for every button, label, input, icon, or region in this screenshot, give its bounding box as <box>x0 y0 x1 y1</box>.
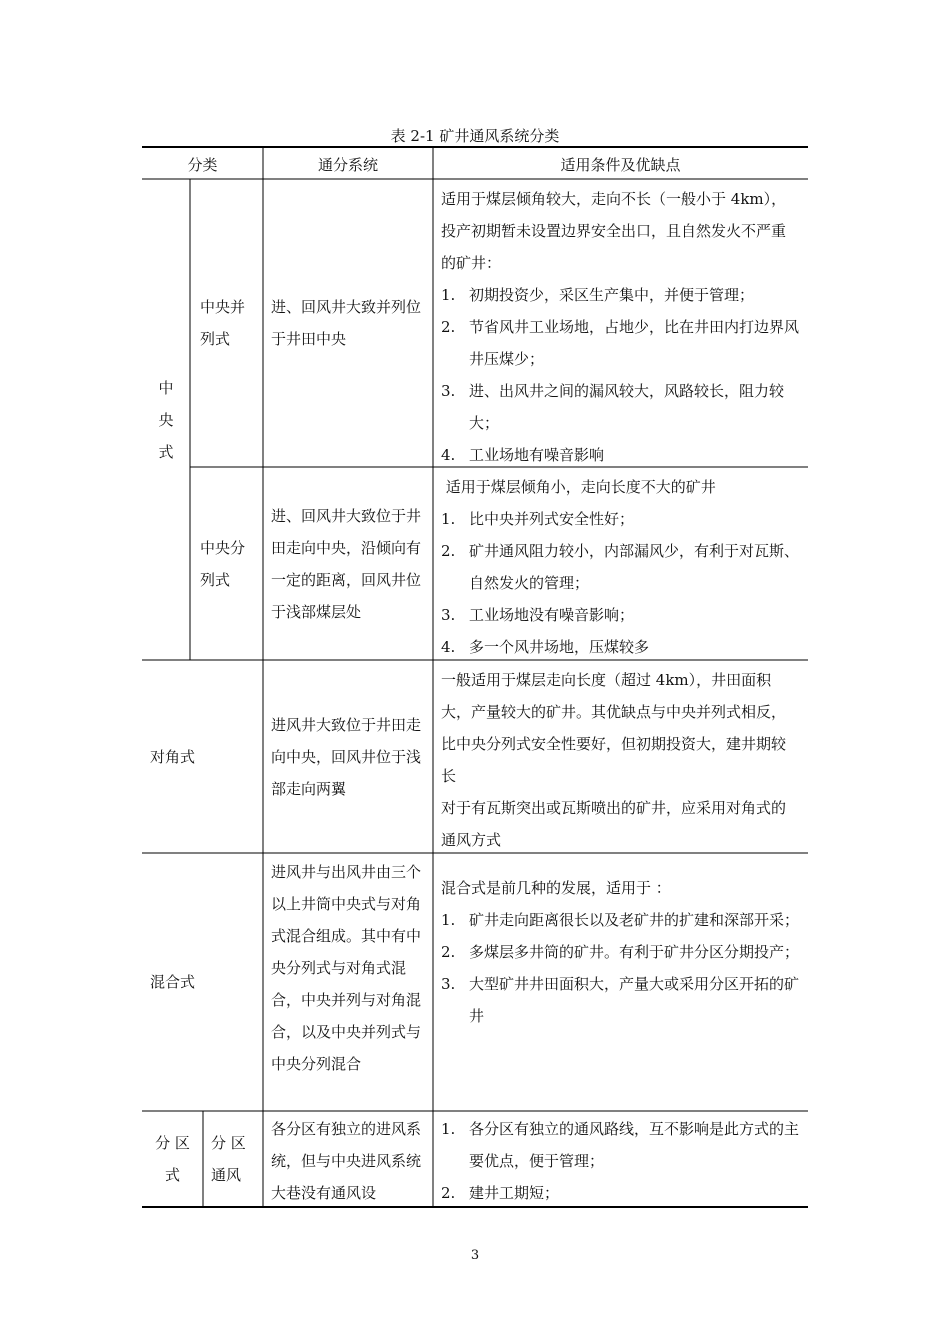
list-item <box>441 631 800 663</box>
row-zoned-name: 分 区 通风 <box>211 1134 246 1184</box>
list-item <box>441 599 800 631</box>
row-split-name-cell <box>190 467 263 660</box>
row-split-system-cell <box>263 467 433 660</box>
group-central-text: 中 央 式 <box>158 378 174 461</box>
list-item <box>441 1177 800 1209</box>
row-zoned-name-cell <box>203 1111 263 1207</box>
row-parallel-name-cell <box>190 179 263 467</box>
item-number: 4. <box>441 638 456 656</box>
row-split-conditions <box>433 471 808 663</box>
item-number: 1. <box>441 911 456 929</box>
row-parallel-name: 中央并 列式 <box>200 298 246 348</box>
list-item <box>441 503 800 535</box>
item-text: 矿井通风阻力较小，内部漏风少，有利于对瓦斯、自然发火的管理； <box>469 542 800 592</box>
item-number: 2. <box>441 943 456 961</box>
item-number: 2. <box>441 1184 456 1202</box>
group-zoned-text: 分 区 式 <box>155 1134 190 1184</box>
item-text: 大型矿井井田面积大，产量大或采用分区开拓的矿井 <box>469 975 800 1025</box>
list-item <box>441 968 800 1032</box>
row-zoned-list <box>441 1113 800 1209</box>
row-zoned-conditions <box>433 1113 808 1209</box>
item-text: 比中央并列式安全性好； <box>469 510 635 528</box>
table-caption: 表 2-1 矿井通风系统分类 <box>390 127 560 145</box>
row-mixed-list <box>441 904 800 1032</box>
list-item <box>441 439 800 471</box>
item-number: 2. <box>441 318 456 336</box>
row-split-intro: 适用于煤层倾角小，走向长度不大的矿井 <box>441 478 716 496</box>
item-number: 2. <box>441 542 456 560</box>
row-mixed-intro: 混合式是前几种的发展，适用于 ： <box>441 879 671 897</box>
row-zoned-system: 各分区有独立的进风系统，但与中央进风系统大巷没有通风设 <box>271 1120 422 1202</box>
list-item <box>441 535 800 599</box>
row-split-name: 中央分 列式 <box>200 538 246 589</box>
page-number: 3 <box>470 1248 480 1263</box>
row-diagonal-name-cell <box>142 660 263 853</box>
item-text: 多煤层多井筒的矿井。有利于矿井分区分期投产； <box>469 943 800 961</box>
row-diagonal-conditions: 一般适用于煤层走向长度（超过 4km），井田面积大，产量较大的矿井。其优缺点与中央并列式相反，比中央分列式安全性要好，但初期投资大，建井期较长 对于有瓦斯突出或瓦斯喷出的矿井，应采用对角式的通风方式 <box>441 671 787 849</box>
item-text: 进、出风井之间的漏风较大，风路较长，阻力较大； <box>469 382 785 432</box>
header-system: 通分系统 <box>317 156 378 174</box>
row-split-system: 进、回风井大致位于井田走向中央，沿倾向有一定的距离，回风井位于浅部煤层处 <box>271 506 422 621</box>
group-central-label <box>142 179 190 660</box>
item-text: 节省风井工业场地，占地少，比在井田内打边界风井压煤少； <box>469 318 800 368</box>
row-parallel-intro: 适用于煤层倾角较大，走向不长（一般小于 4km），投产初期暂未设置边界安全出口，且自然发火不严重的矿井： <box>441 190 787 272</box>
row-diagonal-name: 对角式 <box>150 747 196 766</box>
item-text: 工业场地没有噪音影响； <box>469 606 635 624</box>
item-text: 初期投资少，采区生产集中，并便于管理； <box>469 286 755 304</box>
item-text: 工业场地有噪音影响 <box>469 446 605 464</box>
row-parallel-list <box>441 279 800 471</box>
row-mixed-system: 进风井与出风井由三个以上井筒中央式与对角式混合组成。其中有中央分列式与对角式混合，中央并列与对角混合，以及中央并列式与中央分列混合 <box>271 863 422 1073</box>
item-number: 1. <box>441 286 456 304</box>
header-conditions: 适用条件及优缺点 <box>560 156 681 174</box>
item-text: 各分区有独立的通风路线，互不影响是此方式的主要优点，便于管理； <box>469 1120 800 1170</box>
item-text: 建井工期短； <box>469 1184 560 1202</box>
row-parallel-system: 进、回风井大致并列位于井田中央 <box>271 298 422 348</box>
row-diagonal-system: 进风井大致位于井田走向中央，回风井位于浅部走向两翼 <box>271 715 422 798</box>
item-number: 3. <box>441 382 456 400</box>
item-number: 4. <box>441 446 456 464</box>
row-split-list <box>441 503 800 663</box>
item-number: 1. <box>441 510 456 528</box>
item-number: 3. <box>441 975 456 993</box>
list-item <box>441 375 800 439</box>
header-category: 分类 <box>187 156 218 174</box>
item-text: 矿井走向距离很长以及老矿井的扩建和深部开采； <box>469 911 800 929</box>
row-mixed-name: 混合式 <box>150 973 196 991</box>
list-item <box>441 936 800 968</box>
row-diagonal-system-cell <box>263 660 433 853</box>
row-parallel-system-cell <box>263 179 433 467</box>
row-mixed-conditions <box>433 872 808 1032</box>
item-number: 1. <box>441 1120 456 1138</box>
list-item <box>441 311 800 375</box>
row-parallel-conditions <box>433 183 808 471</box>
list-item <box>441 1113 800 1177</box>
list-item <box>441 904 800 936</box>
group-zoned-label <box>142 1111 203 1207</box>
item-number: 3. <box>441 606 456 624</box>
item-text: 多一个风井场地，压煤较多 <box>469 638 650 656</box>
list-item <box>441 279 800 311</box>
row-mixed-name-cell <box>142 853 263 1111</box>
